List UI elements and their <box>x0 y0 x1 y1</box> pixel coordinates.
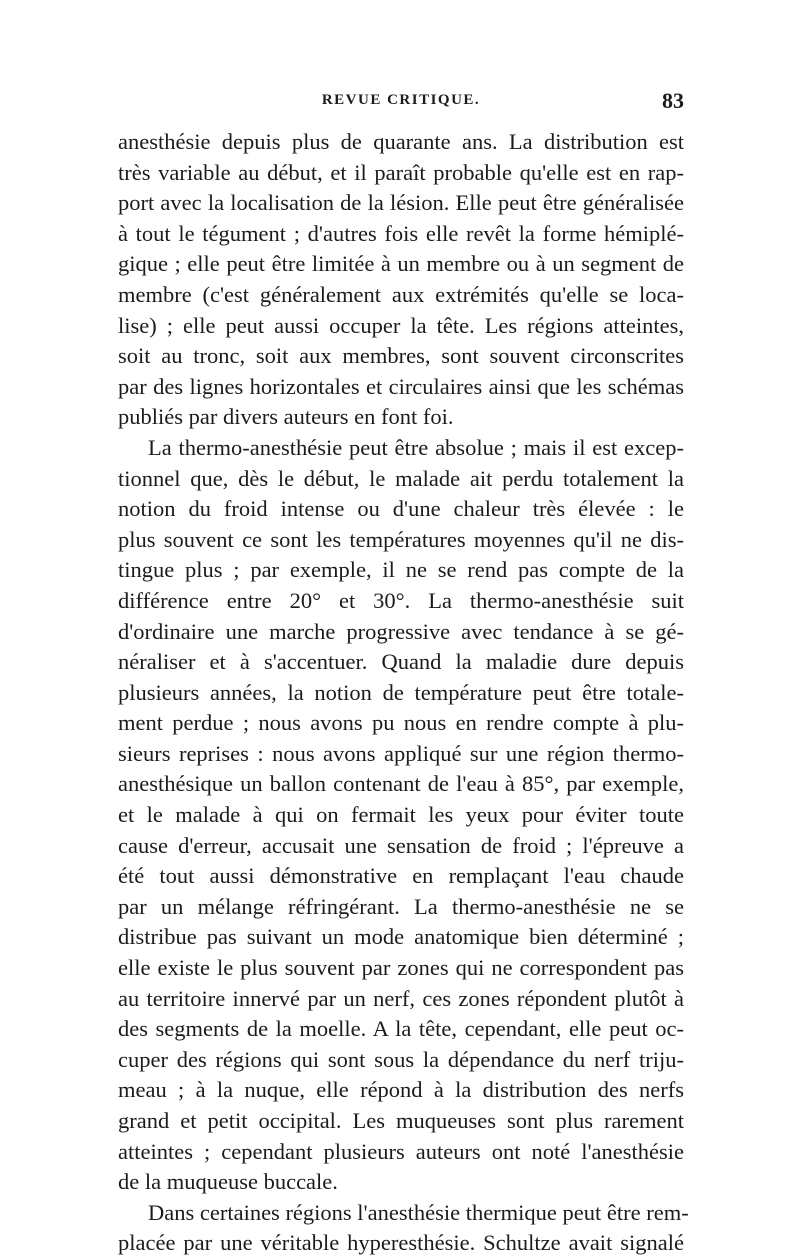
text-line: membre (c'est généralement aux extrémités qu'elle se loca- <box>118 281 684 307</box>
page-number: 83 <box>662 88 684 113</box>
text-line: par un mélange réfringérant. La thermo-anesthésie ne se <box>118 893 684 919</box>
text-line: très variable au début, et il paraît probable qu'elle est en rap- <box>118 159 684 185</box>
text-line: soit au tronc, soit aux membres, sont souvent circonscrites <box>118 343 684 369</box>
text-line: Dans certaines régions l'anesthésie thermique peut être rem- <box>148 1199 689 1225</box>
text-line: plusieurs années, la notion de température peut être totale- <box>118 679 684 705</box>
text-line: La thermo-anesthésie peut être absolue ; mais il est excep- <box>148 434 684 460</box>
body-text <box>118 127 689 1259</box>
text-line: au territoire innervé par un nerf, ces zones répondent plutôt à <box>118 985 684 1011</box>
text-line: lise) ; elle peut aussi occuper la tête. Les régions atteintes, <box>118 312 684 338</box>
text-line: été tout aussi démonstrative en remplaçant l'eau chaude <box>118 863 684 889</box>
text-line: tionnel que, dès le début, le malade ait perdu totalement la <box>118 465 684 491</box>
text-line: anesthésique un ballon contenant de l'eau à 85°, par exemple, <box>118 771 684 797</box>
text-line: d'ordinaire une marche progressive avec tendance à se gé- <box>118 618 684 644</box>
text-line: sieurs reprises : nous avons appliqué sur une région thermo- <box>118 740 684 766</box>
text-line: port avec la localisation de la lésion. Elle peut être généralisée <box>118 190 684 216</box>
text-line: de la muqueuse buccale. <box>118 1169 338 1195</box>
text-line: publiés par divers auteurs en font foi. <box>118 404 454 430</box>
text-line: tingue plus ; par exemple, il ne se rend pas compte de la <box>118 557 684 583</box>
text-line: distribue pas suivant un mode anatomique bien déterminé ; <box>118 924 684 950</box>
text-line: différence entre 20° et 30°. La thermo-anesthésie suit <box>118 587 684 613</box>
text-line: gique ; elle peut être limitée à un membre ou à un segment de <box>118 251 684 277</box>
text-line: des segments de la moelle. A la tête, cependant, elle peut oc- <box>118 1016 684 1042</box>
text-line: placée par une véritable hyperesthésie. Schultze avait signalé <box>118 1230 684 1256</box>
text-line: notion du froid intense ou d'une chaleur très élevée : le <box>118 496 684 522</box>
page-header <box>118 88 684 118</box>
text-line: anesthésie depuis plus de quarante ans. La distribution est <box>118 129 684 154</box>
text-line: cuper des régions qui sont sous la dépendance du nerf triju- <box>118 1046 684 1072</box>
text-line: meau ; à la nuque, elle répond à la distribution des nerfs <box>118 1077 684 1103</box>
text-line: atteintes ; cependant plusieurs auteurs ont noté l'anesthésie <box>118 1138 684 1164</box>
running-title: REVUE CRITIQUE. <box>321 92 481 108</box>
text-line: cause d'erreur, accusait une sensation de froid ; l'épreuve a <box>118 832 684 858</box>
text-line: ment perdue ; nous avons pu nous en rendre compte à plu- <box>118 710 684 736</box>
text-line: elle existe le plus souvent par zones qui ne correspondent pas <box>118 955 684 981</box>
text-line: par des lignes horizontales et circulaires ainsi que les schémas <box>118 373 684 399</box>
text-line: et le malade à qui on fermait les yeux pour éviter toute <box>118 802 684 828</box>
text-line: plus souvent ce sont les températures moyennes qu'il ne dis- <box>118 526 684 552</box>
text-line: néraliser et à s'accentuer. Quand la maladie dure depuis <box>118 649 684 675</box>
text-line: grand et petit occipital. Les muqueuses sont plus rarement <box>118 1108 684 1133</box>
text-line: à tout le tégument ; d'autres fois elle revêt la forme hémiplé- <box>118 220 684 246</box>
